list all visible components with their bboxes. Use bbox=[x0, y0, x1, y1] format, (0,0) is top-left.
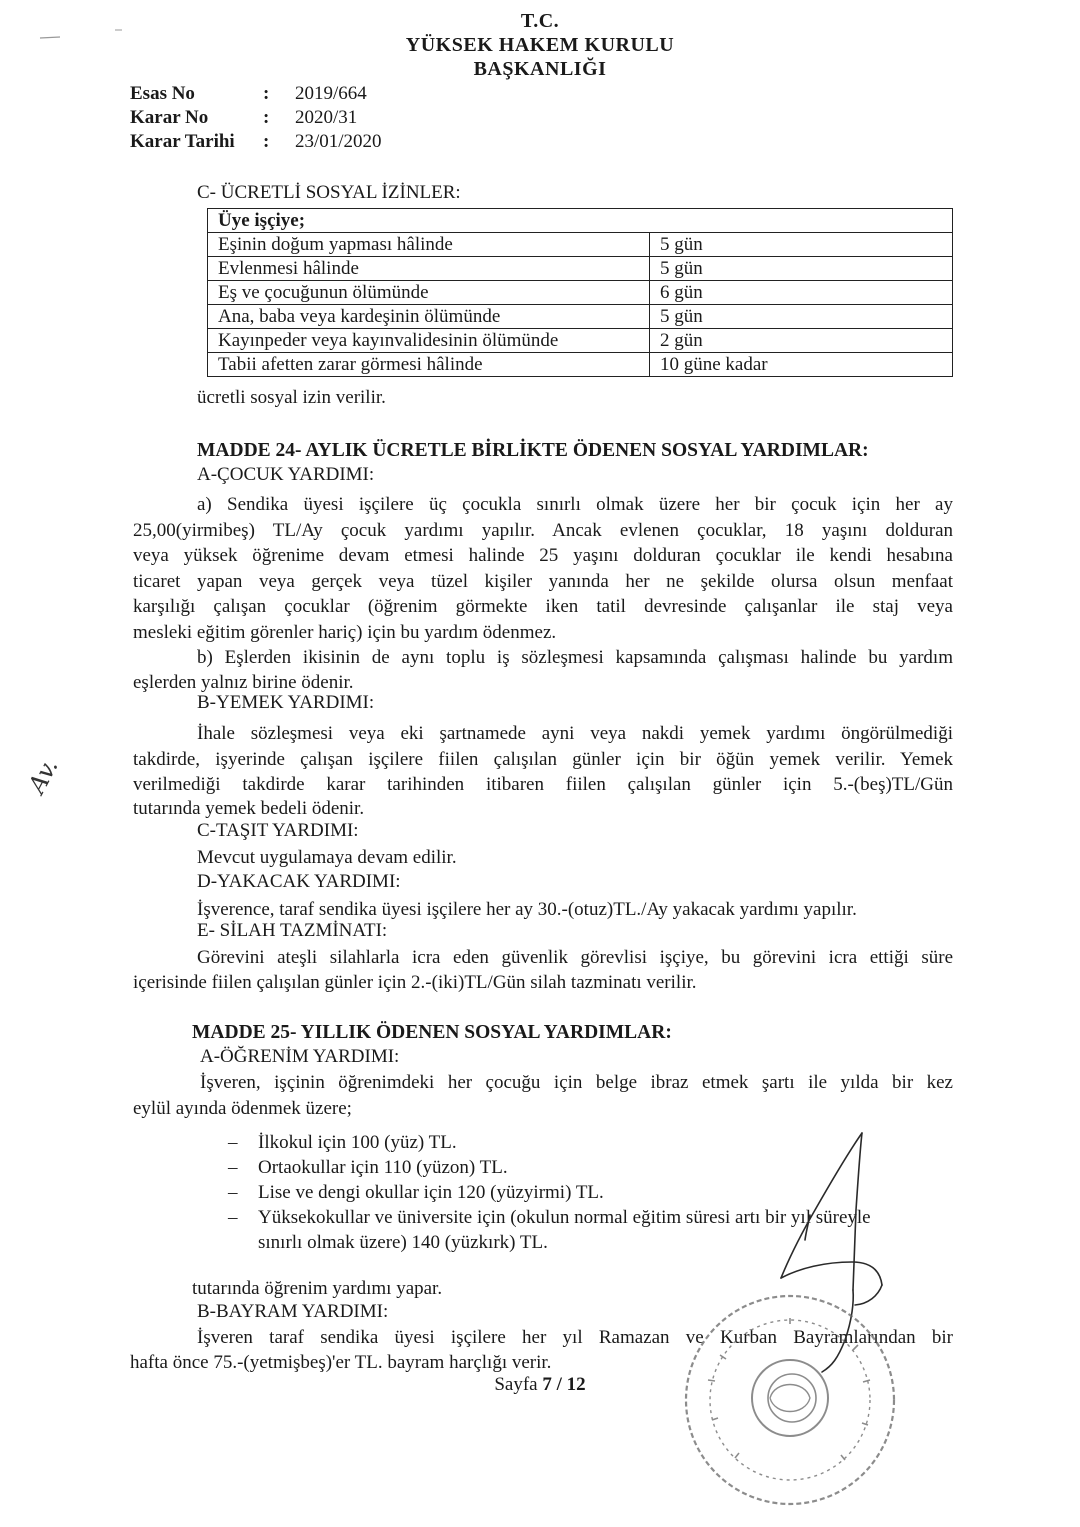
page-sep: / bbox=[556, 1374, 562, 1395]
page-total: 12 bbox=[566, 1374, 586, 1395]
page-current: 7 bbox=[542, 1374, 552, 1395]
leave-reason: Ana, baba veya kardeşinin ölümünde bbox=[208, 305, 650, 329]
meta-colon: : bbox=[263, 83, 270, 104]
official-stamp bbox=[686, 1296, 894, 1504]
leave-days: 5 gün bbox=[650, 233, 953, 257]
leave-reason: Eş ve çocuğunun ölümünde bbox=[208, 281, 650, 305]
paragraph-line: Görevini ateşli silahlarla icra eden güvenlik görevlisi işçiye, bu görevini icra ettiği süre bbox=[197, 947, 953, 968]
paragraph-line: hafta önce 75.-(yetmişbeş)'er TL. bayram harçlığı verir. bbox=[130, 1352, 552, 1373]
madde-24-b-title: B-YEMEK YARDIMI: bbox=[197, 692, 375, 713]
list-item: – Yüksekokullar ve üniversite için (okulun normal eğitim süresi artı bir yıl süreyle bbox=[228, 1207, 871, 1228]
section-c-title: C- ÜCRETLİ SOSYAL İZİNLER: bbox=[197, 182, 461, 203]
table-header-cell: Üye işçiye; bbox=[208, 209, 953, 233]
header-presidency: BAŞKANLIĞI bbox=[473, 58, 607, 80]
initials-text: Av. bbox=[22, 754, 64, 798]
madde-24-c-title: C-TAŞIT YARDIMI: bbox=[197, 820, 359, 841]
paragraph-line: 25,00(yirmibeş) TL/Ay çocuk yardımı yapılır. Ancak evlenen çocuklar, 18 yaşını dolduran bbox=[133, 520, 953, 541]
list-item-text: Yüksekokullar ve üniversite için (okulun normal eğitim süresi artı bir yıl süreyle bbox=[258, 1207, 871, 1228]
paragraph-line: İşveren, işçinin öğrenimdeki her çocuğu için belge ibraz etmek şartı ile yılda bir kez bbox=[200, 1072, 953, 1093]
list-item-text: sınırlı olmak üzere) 140 (yüzkırk) TL. bbox=[258, 1232, 548, 1253]
leave-reason: Eşinin doğum yapması hâlinde bbox=[208, 233, 650, 257]
madde-25-b-title: B-BAYRAM YARDIMI: bbox=[197, 1301, 389, 1322]
list-item-text: Ortaokullar için 110 (yüzon) TL. bbox=[258, 1157, 508, 1178]
paragraph-line: eylül ayında ödenmek üzere; bbox=[133, 1098, 352, 1119]
header-institution: YÜKSEK HAKEM KURULU bbox=[405, 34, 675, 56]
paragraph-line: b) Eşlerden ikisinin de aynı toplu iş sözleşmesi kapsamında çalışması halinde bu yardım bbox=[197, 647, 953, 668]
paragraph-line: Mevcut uygulamaya devam edilir. bbox=[197, 847, 457, 868]
list-item-text: İlkokul için 100 (yüz) TL. bbox=[258, 1132, 457, 1153]
leave-days: 5 gün bbox=[650, 257, 953, 281]
meta-value: 23/01/2020 bbox=[295, 131, 382, 152]
list-item: – İlkokul için 100 (yüz) TL. bbox=[228, 1132, 457, 1153]
signature bbox=[781, 1133, 882, 1372]
paragraph-line: ticaret yapan veya gerçek veya tüzel kişiler yanında her ne şekilde olursa olsun menfaat bbox=[133, 571, 953, 592]
list-item: – Ortaokullar için 110 (yüzon) TL. bbox=[228, 1157, 508, 1178]
paragraph-line: verilmediği takdirde karar tarihinden itibaren fiilen çalışılan günler için 5.-(beş)TL/Gün bbox=[133, 774, 953, 795]
margin-initials bbox=[22, 754, 64, 800]
leave-days: 6 gün bbox=[650, 281, 953, 305]
scan-smudge bbox=[40, 37, 60, 38]
list-item: – Lise ve dengi okullar için 120 (yüzyirmi) TL. bbox=[228, 1182, 604, 1203]
leave-reason: Evlenmesi hâlinde bbox=[208, 257, 650, 281]
madde-24-heading: MADDE 24- AYLIK ÜCRETLE BİRLİKTE ÖDENEN SOSYAL YARDIMLAR: bbox=[197, 440, 869, 461]
paragraph-line: eşlerden yalnız birine ödenir. bbox=[133, 672, 354, 693]
header-tc: T.C. bbox=[520, 10, 560, 32]
leave-days: 2 gün bbox=[650, 329, 953, 353]
page-label: Sayfa bbox=[494, 1374, 538, 1395]
leave-reason: Tabii afetten zarar görmesi hâlinde bbox=[208, 353, 650, 377]
madde-24-a-title: A-ÇOCUK YARDIMI: bbox=[197, 464, 375, 485]
madde-24-e-title: E- SİLAH TAZMİNATI: bbox=[197, 920, 388, 941]
madde-24-d-title: D-YAKACAK YARDIMI: bbox=[197, 871, 401, 892]
leave-days: 10 güne kadar bbox=[650, 353, 953, 377]
paragraph-line: İşverence, taraf sendika üyesi işçilere her ay 30.-(otuz)TL./Ay yakacak yardımı yapılır. bbox=[197, 899, 857, 920]
meta-value: 2020/31 bbox=[295, 107, 358, 128]
madde-25-a-title: A-ÖĞRENİM YARDIMI: bbox=[200, 1046, 400, 1067]
paragraph-line: İşveren taraf sendika üyesi işçilere her yıl Ramazan ve Kurban Bayramlarından bir bbox=[197, 1327, 953, 1348]
paragraph-line: veya yüksek öğrenime devam etmesi halinde 25 yaşını dolduran çocuklar ile kendi hesabına bbox=[133, 545, 953, 566]
meta-label: Karar Tarihi bbox=[130, 131, 235, 152]
meta-colon: : bbox=[263, 107, 270, 128]
meta-label: Esas No bbox=[130, 83, 195, 104]
paragraph-line: mesleki eğitim görenler hariç) için bu yardım ödenmez. bbox=[133, 622, 557, 643]
paragraph-line: karşılığı çalışan çocuklar (öğrenim görmekte iken tatil devresinde çalışanlar ile staj veya bbox=[133, 596, 953, 617]
paragraph-line: içerisinde fiilen çalışılan günler için 2.-(iki)TL/Gün silah tazminatı verilir. bbox=[133, 972, 697, 993]
meta-label: Karar No bbox=[130, 107, 209, 128]
leave-days: 5 gün bbox=[650, 305, 953, 329]
meta-colon: : bbox=[263, 131, 270, 152]
leave-reason: Kayınpeder veya kayınvalidesinin ölümünde bbox=[208, 329, 650, 353]
paragraph-line: İhale sözleşmesi veya eki şartnamede ayni veya nakdi yemek yardımı öngörülmediği bbox=[197, 723, 953, 744]
paragraph-line: takdirde, işyerinde çalışan işçilere fiilen çalışılan günler için bir öğün yemek verilir. Yemek bbox=[133, 749, 953, 770]
paragraph-line: tutarında yemek bedeli ödenir. bbox=[133, 798, 365, 819]
list-item-text: Lise ve dengi okullar için 120 (yüzyirmi) TL. bbox=[258, 1182, 604, 1203]
madde-25-heading: MADDE 25- YILLIK ÖDENEN SOSYAL YARDIMLAR: bbox=[192, 1022, 672, 1043]
paragraph-line: tutarında öğrenim yardımı yapar. bbox=[192, 1278, 443, 1299]
meta-value: 2019/664 bbox=[295, 83, 367, 104]
paragraph-line: a) Sendika üyesi işçilere üç çocukla sınırlı olmak üzere her bir çocuk için her ay bbox=[197, 494, 953, 515]
section-c-footer: ücretli sosyal izin verilir. bbox=[197, 387, 386, 408]
